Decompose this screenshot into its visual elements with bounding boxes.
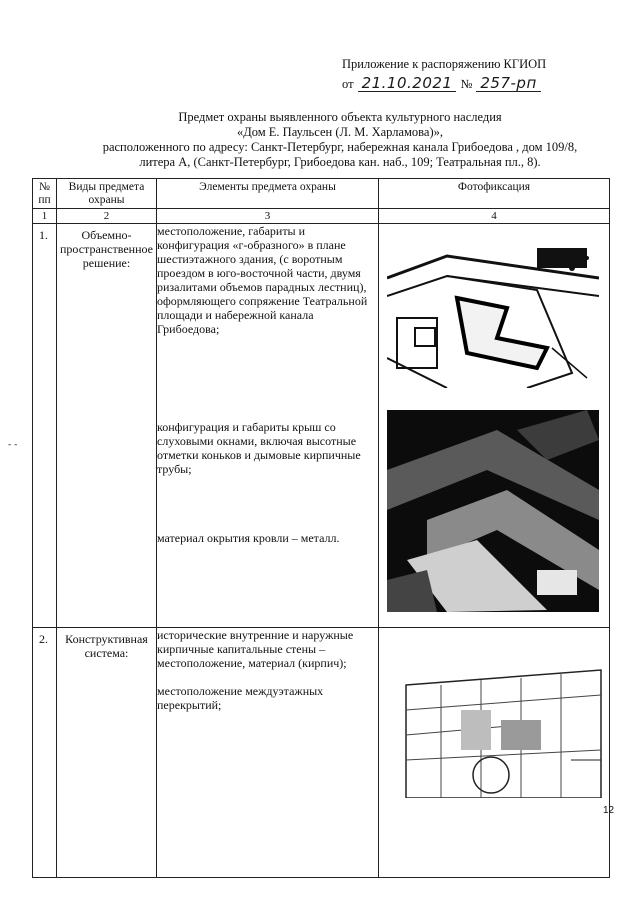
floor-plan-image (401, 650, 607, 798)
subject-line-3: расположенного по адресу: Санкт-Петербург, набережная канала Грибоедова , дом 109/8, (102, 140, 578, 154)
element-text: местоположение, габариты и конфигурация «г-образного» в плане шестиэтажного здания, (с воротным проездом в юго-восточной части, двумя ризалитами объемов парадных лестниц), оформляющего сопряжение Театральной площади и набережной канала Грибоедова; (157, 224, 368, 336)
appendix-reference (342, 54, 602, 94)
row-number: 2. (33, 628, 57, 878)
margin-mark: - - (8, 440, 18, 450)
appendix-title: Приложение к распоряжению КГИОП (342, 57, 547, 71)
element-text: местоположение междуэтажных перекрытий; (157, 684, 324, 712)
row-elements (157, 628, 379, 878)
appendix-from-label: от (342, 77, 354, 91)
header-kind: Виды предмета охраны (57, 179, 157, 209)
row-number: 1. (33, 224, 57, 628)
protection-table (32, 178, 615, 878)
subject-line-4: литера А, (Санкт-Петербург, Грибоедова кан. наб., 109; Театральная пл., 8). (139, 155, 541, 169)
subject-line-2: «Дом Е. Паульсен (Л. М. Харламова)», (236, 125, 444, 139)
element-text: конфигурация и габариты крыш со слуховыми окнами, включая высотные отметки коньков и дымовые кирпичные трубы; (157, 420, 361, 476)
element-text: исторические внутренние и наружные кирпичные капитальные стены – местоположение, материал (кирпич); (157, 628, 354, 670)
appendix-date: 21.10.2021 (358, 75, 457, 92)
row-kind: Конструктивная система: (57, 628, 157, 878)
header-number: № пп (33, 179, 57, 209)
col-number-4: 4 (379, 209, 610, 224)
subject-line-1: Предмет охраны выявленного объекта культурного наследия (178, 110, 502, 124)
col-number-2: 2 (57, 209, 157, 224)
row-photos (379, 224, 610, 628)
table-row (33, 628, 610, 878)
aerial-photo-image (387, 410, 599, 612)
column-number-row (33, 209, 610, 224)
col-number-1: 1 (33, 209, 57, 224)
document-subject (60, 110, 620, 170)
appendix-number: 257-рп (476, 75, 540, 92)
element-text: материал окрытия кровли – металл. (157, 531, 340, 545)
row-kind: Объемно-пространственное решение: (57, 224, 157, 628)
row-photos (379, 628, 615, 878)
page-number: 12 (603, 805, 615, 816)
header-photo: Фотофиксация (379, 179, 610, 209)
table-row (33, 224, 610, 628)
cadastral-map-image (387, 238, 599, 388)
header-elements: Элементы предмета охраны (157, 179, 379, 209)
col-number-3: 3 (157, 209, 379, 224)
row-elements (157, 224, 379, 628)
table-header-row (33, 179, 610, 209)
appendix-date-line (342, 74, 602, 94)
appendix-number-label: № (460, 77, 473, 91)
